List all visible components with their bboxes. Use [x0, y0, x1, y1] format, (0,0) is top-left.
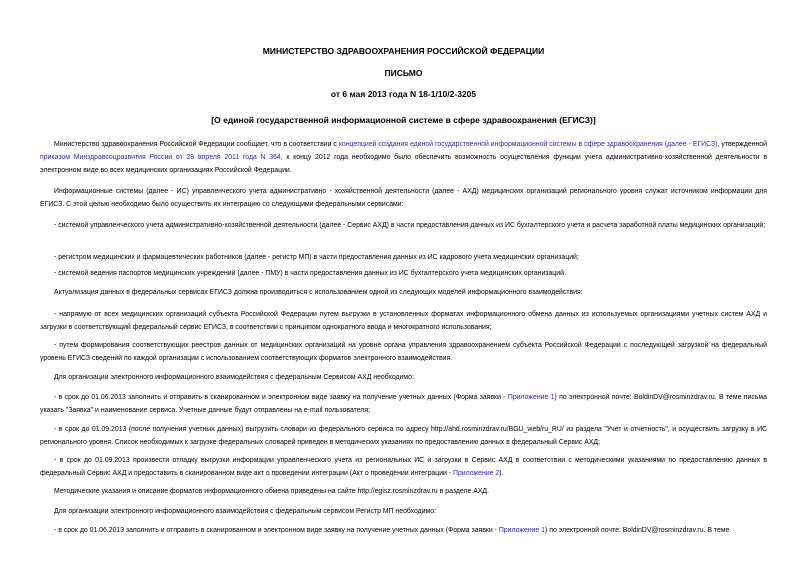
list-item-register-mp: - регистром медицинских и фармацевтических работников (далее - регистр МП) в части предоставления данных из ИС кадрового учета медицинских организаций;	[54, 254, 579, 261]
document-subject: [О единой государственной информационной системе в сфере здравоохранения (ЕГИСЗ)]	[211, 115, 596, 125]
list-item-service-ahd: - системой управленческого учета административно-хозяйственной деятельности (далее - Сервис АХД) в части предоставления данных из ИС бухгалтерского учета и расчета заработной платы медицинских организаций;	[54, 222, 766, 229]
paragraph-methodical-guidelines: Методические указания и описание форматов информационного обмена приведены на сайте http://egisz.rosminzdrav.ru в разделе АХД.	[54, 488, 490, 495]
list-item-direct-model: - напрямую от всех медицинских организаций субъекта Российской Федерации путем выгрузки в установленных форматах информационного обмена данных из используемых организациями учетных систем АХД и загрузки в соответствующий федеральный сервис ЕГИСЗ, в соответствии с принципом однократного ввода и многократного использования;	[40, 311, 767, 332]
link-appendix-1[interactable]: Приложение 1	[507, 394, 555, 401]
list-item-ahd-integration: - в срок до 01.09.2013 произвести отладку выгрузки информации управленческого учета из региональных ИС и загрузки в Сервис АХД в соответствии с методическими указаниями по предоставлению данных в федеральный Сервис АХД и предоставить в сканированном виде акт о проведении интеграции (Акт о проведении интеграции - Приложение 2).	[40, 457, 767, 478]
list-item-registry-model: - путем формирования соответствующих реестров данных от медицинских организаций на уровне органа управления здравоохранением субъекта Российской Федерации с последующей загрузкой на федеральный уровень ЕГИСЗ сведений по каждой организации с использованием соответствующих форматов электронного взаимодействия.	[40, 342, 767, 363]
paragraph-intro: Министерство здравоохранения Российской Федерации сообщает, что в соответствии с концепцией создания единой государственной информационной системы в сфере здравоохранения (далее - ЕГИСЗ), утвержденной приказом Минздравсоцразвития России от 28 апреля 2011 года N 364, к концу 2012 года необходимо было обеспечить возможность осуществления функции учета административно-хозяйственной деятельности в электронном виде во всех медицинских организациях Российской Федерации.	[40, 141, 767, 175]
paragraph-register-mp-requirements: Для организации электронного информационного взаимодействия с федеральным сервисом Регистр МП необходимо:	[54, 508, 437, 515]
link-order-364[interactable]: приказом Минздравсоцразвития России от 28 апреля 2011 года N 364	[40, 154, 281, 162]
ministry-heading: МИНИСТЕРСТВО ЗДРАВООХРАНЕНИЯ РОССИЙСКОЙ ФЕДЕРАЦИИ	[262, 46, 545, 56]
link-egisz-concept[interactable]: концепцией создания единой государственной информационной системы в сфере здравоохранения (далее - ЕГИСЗ)	[338, 141, 718, 148]
document-date-number: от 6 мая 2013 года N 18-1/10/2-3205	[330, 89, 477, 99]
paragraph-ahd-requirements: Для организации электронного информационного взаимодействия с федеральным Сервисом АХД необходимо:	[54, 374, 414, 381]
document-type: ПИСЬМО	[384, 68, 423, 78]
paragraph-data-update-models: Актуализация данных в федеральных сервисах ЕГИСЗ должна производиться с использованием одной из следующих моделей информационного взаимодействия:	[54, 289, 583, 296]
list-item-register-mp-application: - в срок до 01.06.2013 заполнить и отправить в сканированном и электронном виде заявку на получение учетных данных (Форма заявки - Приложение 1) по электронной почте: BoldinDV@rosminzdrav.ru. В теме	[54, 527, 730, 534]
list-item-pmu: - системой ведения паспортов медицинских учреждений (далее - ПМУ) в части предоставления данных из ИС бухгалтерского учета медицинских организаций.	[54, 270, 566, 277]
link-appendix-1-register[interactable]: Приложение 1	[498, 527, 546, 534]
link-appendix-2[interactable]: Приложение 2	[453, 470, 500, 478]
list-item-ahd-dictionaries: - в срок до 01.09.2013 (после получения учетных данных) выгрузить словари из федерального сервиса по адресу http://ahd.rosminzdrav.ru/BGU_web/ru_RU/ из раздела "Учет и отчетность", и осуществить загрузку в ИС регионального уровня. Список необходимых к загрузке федеральных словарей приведен в методических указаниях по предоставлению данных в федеральный Сервис АХД;	[40, 426, 767, 447]
list-item-ahd-application: - в срок до 01.06.2013 заполнить и отправить в сканированном и электронном виде заявку на получение учетных данных (Форма заявки - Приложение 1) по электронной почте: BoldinDV@rosminzdrav.ru. В теме письма указать "Заявка" и наименование сервиса. Учетные данные будут отправлены на e-mail пользователя;	[40, 394, 767, 415]
paragraph-information-systems: Информационные системы (далее - ИС) управленческого учета административно - хозяйственной деятельности (далее - АХД) медицинских организаций регионального уровня служат источником информации для ЕГИСЗ. С этой целью необходимо было осуществить их интеграцию со следующими федеральными сервисами:	[40, 188, 767, 209]
